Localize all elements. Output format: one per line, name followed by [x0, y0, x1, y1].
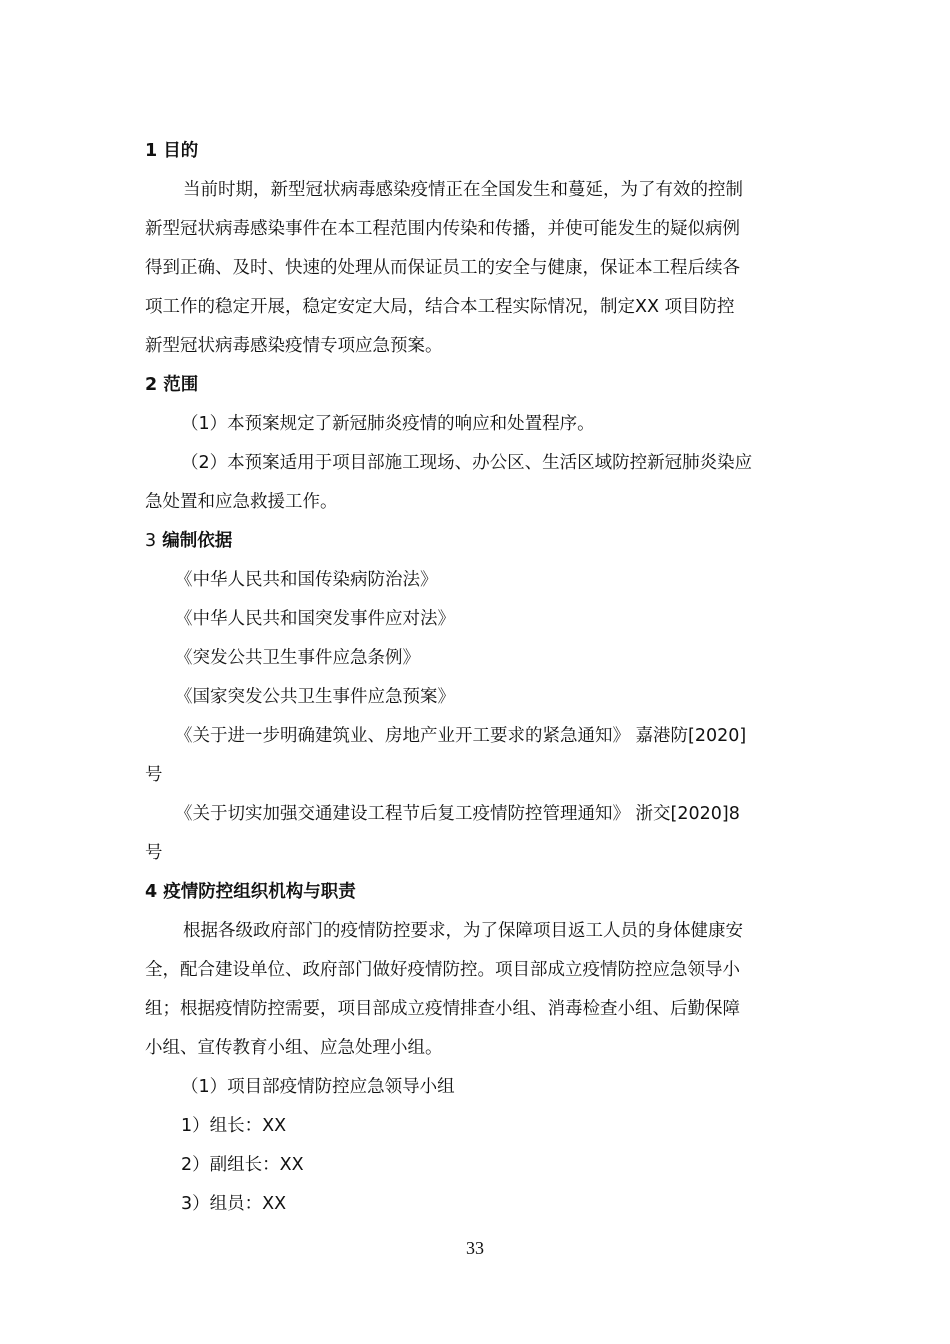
reference-item: 《国家突发公共卫生事件应急预案》 [175, 687, 455, 707]
member-list [145, 1107, 810, 1224]
text-line: 新型冠状病毒感染疫情专项应急预案。 [145, 336, 443, 356]
document-body [145, 132, 810, 1224]
reference-item: 《中华人民共和国突发事件应对法》 [175, 609, 455, 629]
section-number: 3 [145, 531, 157, 551]
reference-item: 《关于进一步明确建筑业、房地产业开工要求的紧急通知》 嘉港防[2020] [175, 726, 747, 746]
text-line: 全，配合建设单位、政府部门做好疫情防控。项目部成立疫情防控应急领导小 [145, 960, 740, 980]
text-line: 新型冠状病毒感染事件在本工程范围内传染和传播，并使可能发生的疑似病例 [145, 219, 740, 239]
text-line: （2）本预案适用于项目部施工现场、办公区、生活区域防控新冠肺炎染应 [181, 453, 753, 473]
text-line: 当前时期，新型冠状病毒感染疫情正在全国发生和蔓延，为了有效的控制 [183, 180, 743, 200]
text-line: 小组、宣传教育小组、应急处理小组。 [145, 1038, 443, 1058]
member-item: 3）组员：XX [181, 1194, 287, 1214]
section-title: 编制依据 [162, 531, 233, 551]
section-number: 1 [145, 141, 158, 161]
paragraph-purpose [145, 171, 810, 366]
paragraph-organization [145, 912, 810, 1068]
text-line: 急处置和应急救援工作。 [145, 492, 338, 512]
reference-item-continued: 号 [145, 843, 163, 863]
section-heading-1 [145, 132, 810, 171]
section-title: 疫情防控组织机构与职责 [163, 882, 356, 902]
text-line: 组；根据疫情防控需要，项目部成立疫情排查小组、消毒检查小组、后勤保障 [145, 999, 740, 1019]
scope-item-1: （1）本预案规定了新冠肺炎疫情的响应和处置程序。 [181, 414, 595, 434]
reference-item: 《关于切实加强交通建设工程节后复工疫情防控管理通知》 浙交[2020]8 [175, 804, 740, 824]
section-heading-3 [145, 522, 810, 561]
text-line: 根据各级政府部门的疫情防控要求，为了保障项目返工人员的身体健康安 [183, 921, 743, 941]
section-number: 2 [145, 375, 158, 395]
subsection-leadership-group: （1）项目部疫情防控应急领导小组 [181, 1077, 455, 1097]
reference-item: 《突发公共卫生事件应急条例》 [175, 648, 420, 668]
text-line: 项工作的稳定开展，稳定安定大局，结合本工程实际情况，制定XX 项目防控 [145, 297, 735, 317]
member-item: 2）副组长：XX [181, 1155, 304, 1175]
page-number: 33 [466, 1238, 484, 1258]
section-title: 范围 [163, 375, 199, 395]
section-heading-4 [145, 873, 810, 912]
section-title: 目的 [163, 141, 199, 161]
text-line: 得到正确、及时、快速的处理从而保证员工的安全与健康，保证本工程后续各 [145, 258, 740, 278]
reference-item: 《中华人民共和国传染病防治法》 [175, 570, 438, 590]
section-heading-2 [145, 366, 810, 405]
scope-item-2 [145, 444, 810, 522]
section-number: 4 [145, 882, 158, 902]
reference-item-continued: 号 [145, 765, 163, 785]
reference-list [145, 561, 810, 873]
member-item: 1）组长：XX [181, 1116, 287, 1136]
